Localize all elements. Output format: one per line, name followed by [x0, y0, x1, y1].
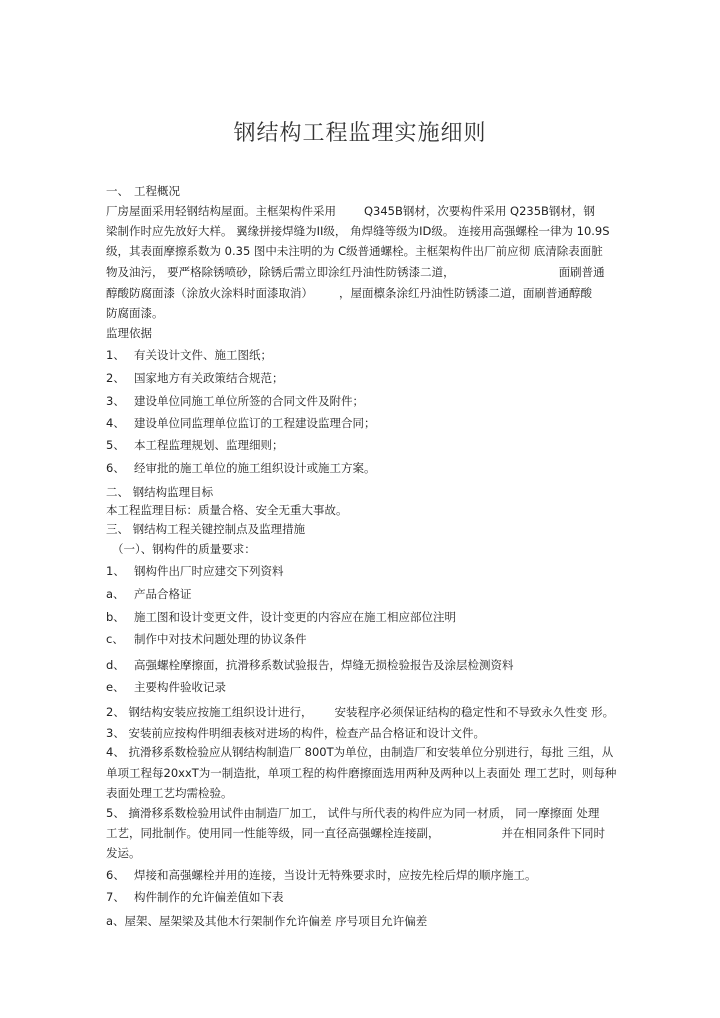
basis-text: 建设单位同施工单位所签的合同文件及附件；: [134, 394, 364, 408]
overview-text: 面刷普通: [558, 265, 605, 279]
basis-number: 4、: [106, 416, 125, 430]
doc-letter: a、: [106, 587, 125, 601]
basis-text: 有关设计文件、施工图纸；: [134, 348, 272, 362]
section-2-heading: 二、 钢结构监理目标: [106, 485, 214, 499]
requirement-item-4-line-1: 4、 抗滑移系数检验应从钢结构制造厂 800T为单位，由制造厂和安装单位分别进行，每批 三组，从: [106, 745, 614, 759]
section-1-heading: [106, 183, 180, 199]
basis-number: 1、: [106, 348, 125, 362]
basis-text: 建设单位同监理单位监订的工程建设监理合同；: [134, 416, 376, 430]
overview-line-2: 梁制作时应先放好大样。 翼缘拼接焊缝为II级， 角焊缝等级为ID级。 连接用高强螺栓一律为 10.9S: [106, 224, 610, 238]
target-statement: 本工程监理目标：质量合格、安全无重大事故。: [106, 503, 348, 517]
requirement-item-5-line-1: 5、 摘滑移系数检验用试件由制造厂加工， 试件与所代表的构件应为同一材质， 同一摩擦面 处理: [106, 806, 600, 820]
doc-text: 制作中对技术问题处理的协议条件: [134, 632, 307, 646]
overview-line-5: [106, 285, 592, 301]
document-item: [106, 631, 307, 647]
requirement-item-5-line-3: 发运。: [106, 846, 141, 860]
basis-item: [106, 393, 364, 409]
overview-text: ，屋面檩条涂红丹油性防锈漆二道，面刷普通醇酸: [339, 286, 592, 300]
overview-text: 厂房屋面采用轻钢结构屋面。主框架构件采用: [106, 204, 336, 218]
section-1-number: 一、: [106, 184, 129, 198]
item-text: 构件制作的允许偏差值如下表: [134, 890, 284, 904]
document-item: [106, 586, 192, 602]
basis-heading: 监理依据: [106, 326, 152, 340]
requirement-item-6: [106, 867, 537, 883]
requirement-item-2: [106, 704, 614, 720]
document-title: 钢结构工程监理实施细则: [233, 121, 487, 146]
requirement-item-5-line-2: [106, 825, 605, 841]
subsection-heading: （一）、钢构件的质量要求：: [112, 542, 256, 556]
basis-text: 经审批的施工单位的施工组织设计或施工方案。: [134, 461, 376, 475]
requirement-item-7: [106, 889, 284, 905]
basis-item: [106, 415, 376, 431]
overview-text: 醇酸防腐面漆（涂放火涂料时面漆取消）: [106, 286, 313, 300]
section-3-heading: 三、 钢结构工程关键控制点及监理措施: [106, 522, 306, 536]
overview-line-4: [106, 264, 605, 280]
doc-text: 主要构件验收记录: [134, 680, 226, 694]
item-text: 安装程序必须保证结构的稳定性和不导致永久性变 形。: [334, 705, 615, 719]
item-text: 2、 钢结构安装应按施工组织设计进行，: [106, 705, 313, 719]
basis-text: 本工程监理规划、监理细则；: [134, 438, 284, 452]
item-number: 1、: [106, 564, 125, 578]
item-number: 7、: [106, 890, 125, 904]
overview-line-3: 级，其表面摩擦系数为 0.35 图中未注明的为 C级普通螺栓。主框架构件出厂前应彻 底清除表面脏: [106, 244, 603, 258]
doc-text: 施工图和设计变更文件，设计变更的内容应在施工相应部位注明: [134, 610, 456, 624]
overview-text: 物及油污， 要严格除锈喷砂，除锈后需立即涂红丹油性防锈漆二道，: [106, 265, 455, 279]
item-text: 钢构件出厂时应建交下列资料: [134, 564, 284, 578]
requirement-item-4-line-2: 单项工程每20xxT为一制造批，单项工程的构件磨擦面选用两种及两种以上表面处 理工艺时，则每种: [106, 766, 617, 780]
basis-item: [106, 370, 284, 386]
doc-letter: d、: [106, 658, 125, 672]
item-text: 焊接和高强螺栓并用的连接，当设计无特殊要求时，应按先栓后焊的顺序施工。: [134, 868, 537, 882]
doc-text: 高强螺栓摩擦面，抗滑移系数试验报告，焊缝无损检验报告及涂层检测资料: [134, 658, 514, 672]
requirement-item-3: 3、 安装前应按构件明细表核对进场的构件，检查产品合格证和设计文件。: [106, 726, 485, 740]
document-item: [106, 679, 226, 695]
requirement-item-4-line-3: 表面处理工艺均需检验。: [106, 786, 233, 800]
basis-number: 3、: [106, 394, 125, 408]
item-text: 并在相同条件下同时: [501, 826, 605, 840]
doc-letter: b、: [106, 610, 125, 624]
doc-text: 产品合格证: [134, 587, 192, 601]
section-1-title: 工程概况: [134, 184, 180, 198]
basis-text: 国家地方有关政策结合规范；: [134, 371, 284, 385]
item-number: 6、: [106, 868, 125, 882]
overview-line-1: [106, 203, 595, 219]
doc-letter: e、: [106, 680, 125, 694]
overview-line-6: 防腐面漆。: [106, 306, 164, 320]
document-item: [106, 657, 514, 673]
tolerance-table-caption: a、屋架、屋架梁及其他木行架制作允许偏差 序号项目允许偏差: [106, 914, 428, 928]
requirement-item-1: [106, 563, 284, 579]
basis-number: 5、: [106, 438, 125, 452]
basis-number: 6、: [106, 461, 125, 475]
basis-item: [106, 347, 272, 363]
basis-item: [106, 460, 376, 476]
doc-letter: c、: [106, 632, 124, 646]
overview-text: Q345B钢材，次要构件采用 Q235B钢材，钢: [364, 204, 595, 218]
document-item: [106, 609, 456, 625]
item-text: 工艺，同批制作。使用同一性能等级，同一直径高强螺栓连接副，: [106, 826, 440, 840]
basis-item: [106, 437, 284, 453]
basis-number: 2、: [106, 371, 125, 385]
